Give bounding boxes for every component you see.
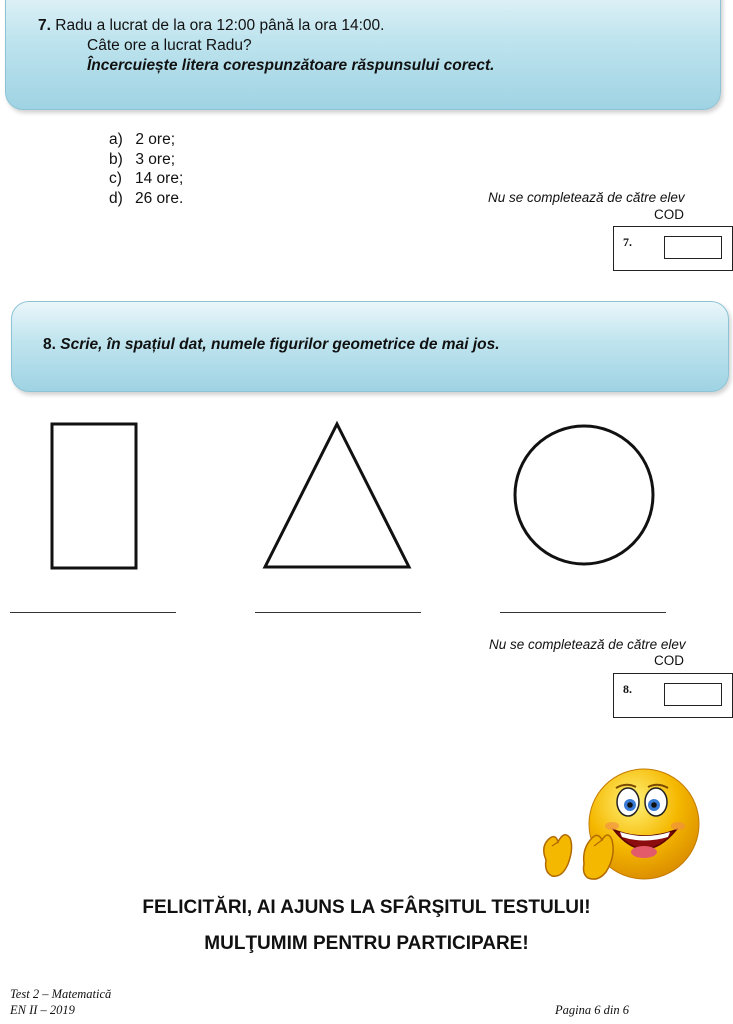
option-b[interactable] bbox=[109, 150, 183, 170]
question-7-instruction: Încercuiește litera corespunzătoare răspunsului corect. bbox=[87, 57, 495, 74]
question-8-code-box bbox=[613, 673, 733, 718]
answer-blank-circle[interactable] bbox=[500, 612, 666, 613]
question-7-cod-label: COD bbox=[654, 207, 684, 222]
clapping-smiley-icon bbox=[536, 768, 701, 886]
rectangle-shape bbox=[52, 424, 136, 568]
question-8-text bbox=[43, 335, 500, 355]
option-value: 14 ore; bbox=[135, 170, 184, 187]
footer-page-number: Pagina 6 din 6 bbox=[555, 1003, 629, 1017]
question-7-code-number: 7. bbox=[623, 235, 632, 249]
congratulations-line: FELICITĂRI, AI AJUNS LA SFÂRŞITUL TESTULUI! bbox=[142, 897, 591, 918]
option-value: 26 ore. bbox=[135, 189, 184, 207]
question-8-code-number: 8. bbox=[623, 682, 632, 696]
question-8-instruction: Scrie, în spațiul dat, numele figurilor geometrice de mai jos. bbox=[60, 336, 500, 353]
question-7-options bbox=[109, 130, 183, 208]
triangle-shape bbox=[265, 424, 409, 567]
question-7-number: 7. bbox=[38, 17, 51, 34]
option-letter: c) bbox=[109, 170, 122, 187]
option-letter: a) bbox=[109, 131, 123, 148]
question-8-number: 8. bbox=[43, 336, 56, 353]
question-7-code-box bbox=[613, 226, 733, 271]
question-7-grader-note: Nu se completează de către elev bbox=[488, 190, 685, 205]
circle-shape bbox=[515, 426, 653, 564]
answer-blank-triangle[interactable] bbox=[255, 612, 421, 613]
option-value: 2 ore; bbox=[135, 131, 175, 148]
question-8-grader-note: Nu se completează de către elev bbox=[489, 637, 686, 652]
answer-blank-rectangle[interactable] bbox=[10, 612, 176, 613]
geometric-shapes bbox=[0, 415, 733, 575]
option-value: 3 ore; bbox=[135, 150, 175, 168]
footer-exam-name: EN II – 2019 bbox=[10, 1003, 75, 1017]
thank-you-line: MULŢUMIM PENTRU PARTICIPARE! bbox=[204, 933, 529, 954]
question-7-text bbox=[38, 16, 384, 36]
option-a[interactable] bbox=[109, 130, 183, 150]
footer-test-name: Test 2 – Matematică bbox=[10, 987, 112, 1001]
option-letter: d) bbox=[109, 189, 123, 207]
question-8-code-field bbox=[664, 683, 722, 706]
question-8-cod-label: COD bbox=[654, 653, 684, 668]
question-7-line2: Câte ore a lucrat Radu? bbox=[87, 37, 252, 54]
option-d[interactable] bbox=[109, 189, 183, 209]
question-7-line1: Radu a lucrat de la ora 12:00 până la ora 14:00. bbox=[55, 17, 385, 34]
question-7-code-field bbox=[664, 236, 722, 259]
option-c[interactable] bbox=[109, 169, 183, 189]
option-letter: b) bbox=[109, 150, 123, 168]
